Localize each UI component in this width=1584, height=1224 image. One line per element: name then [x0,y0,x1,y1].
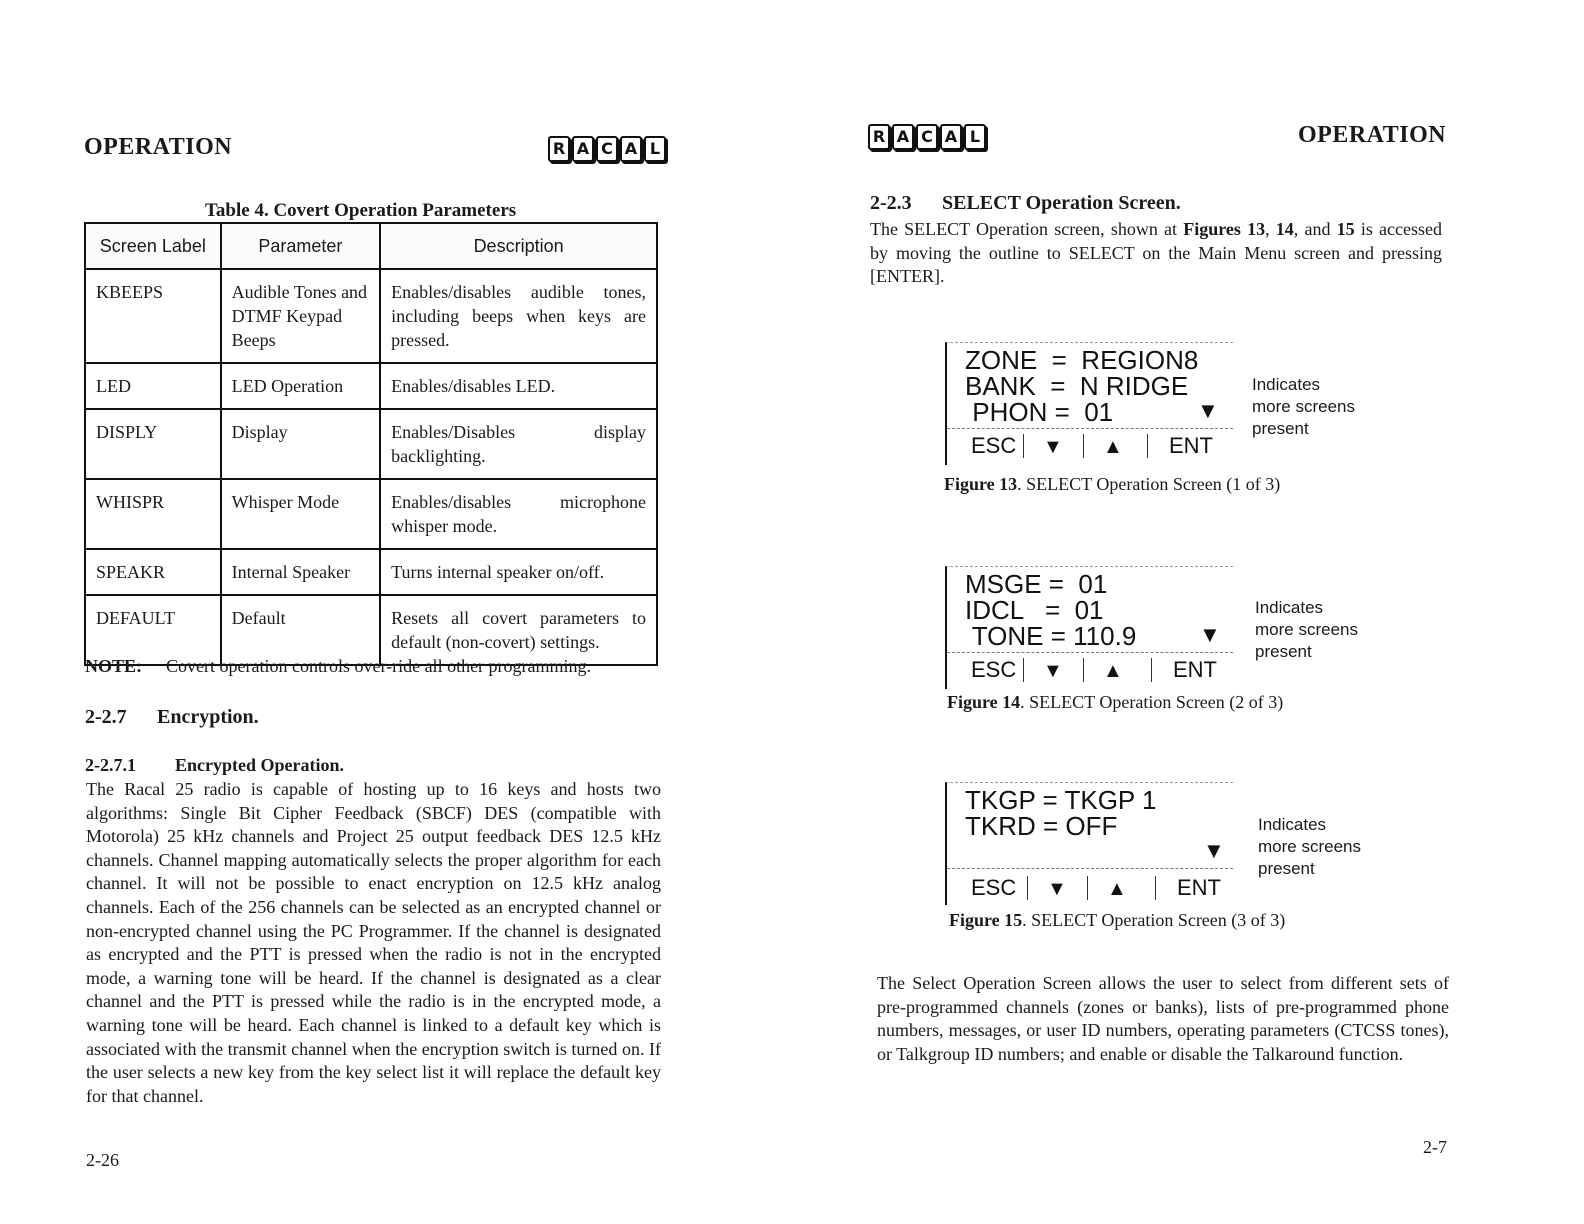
section-heading [870,192,1181,215]
parameter-cell: Internal Speaker [221,549,381,595]
esc-key: ESC [971,875,1017,900]
note-text: Covert operation controls over-ride all other programming. [166,656,592,676]
more-screens-arrow-icon: ▼ [1199,622,1221,647]
running-head: OPERATION [1298,122,1447,148]
table-row [85,363,657,409]
section-number: 2-2.3 [870,192,912,214]
column-header: Parameter [221,223,381,269]
intro-text: , and [1293,219,1337,239]
up-arrow-icon: ▲ [1103,660,1123,682]
logo-letter: L [644,136,666,162]
indicator-line: Indicates [1252,375,1321,394]
figure-label: Figure 15 [949,910,1023,930]
figure-caption-text: . SELECT Operation Screen (1 of 3) [1017,474,1281,494]
figure-ref: Figures 13 [1183,219,1266,239]
indicator-line: Indicates [1258,815,1327,834]
screen-label-cell: DEFAULT [85,595,221,665]
figure-caption [944,474,1280,495]
racal-logo [548,136,666,162]
more-screens-arrow-icon: ▼ [1197,398,1219,423]
lcd-line: ZONE = REGION8 [965,345,1199,375]
more-screens-arrow-icon: ▼ [1203,838,1225,863]
encryption-paragraph: The Racal 25 radio is capable of hosting up to 16 keys and hosts two algorithms: Single Bit Cipher Feedback (SBCF) DES (compatible with Motorola) 25 kHz channels and Project 25 output feedback DES 12.5 kHz channels. Channel mapping automatically selects the proper algorithm for each channel. It will not be possible to enact encryption on 12.5 kHz analog channels. Each of the 256 channels can be selected as an encrypted channel or non-encrypted channel using the PC Programmer. If the channel is designated as encrypted and the PTT is pressed when the radio is not in the encrypted mode, a warning tone will be heard. If the channel is designated as a clear channel and the PTT is pressed while the radio is in the encrypted mode, a warning tone will be heard. Each channel is linked to a default key which is associated with the transmit channel when the encryption switch is turned on. If the user selects a new key from the key select list it will replace the default key for that channel. [86,779,661,1106]
description-cell: Enables/disables audible tones, including beeps when keys are pressed. [380,269,657,363]
lcd-line: BANK = N RIDGE [965,371,1189,401]
note-label: NOTE: [85,656,143,676]
lcd-line: IDCL = 01 [965,595,1104,625]
subsection-number: 2-2.7.1 [85,755,136,775]
lcd-divider [947,428,1233,429]
lcd-screen-figure-13 [945,342,1233,465]
lcd-line: TKGP = TKGP 1 [965,785,1157,815]
subsection-title: Encrypted Operation. [175,755,344,775]
logo-letter: C [596,136,618,162]
parameter-cell: Default [221,595,381,665]
column-header: Screen Label [85,223,221,269]
section-title: Encryption. [157,706,259,728]
running-head: OPERATION [84,134,233,160]
select-description-paragraph: The Select Operation Screen allows the user to select from different sets of pre-programmed channels (zones or banks), lists of pre-programmed phone numbers, messages, or user ID numbers, operating parameters (CTCSS tones), or Talkgroup ID numbers; and enable or disable the Talkaround function. [877,973,1449,1064]
note [85,656,591,677]
parameter-cell: Whisper Mode [221,479,381,549]
table-row [85,479,657,549]
parameter-cell: Display [221,409,381,479]
indicator-line: present [1258,859,1315,878]
logo-letter: L [964,124,986,150]
column-header: Description [380,223,657,269]
up-arrow-icon: ▲ [1107,878,1127,900]
lcd-divider [947,652,1233,653]
description-cell: Resets all covert parameters to default (non-covert) settings. [380,595,657,665]
logo-letter: R [548,136,570,162]
logo-letter: A [572,136,594,162]
indicator-line: more screens [1255,620,1358,639]
logo-letter: A [620,136,642,162]
indicator-line: more screens [1252,397,1355,416]
description-cell: Turns internal speaker on/off. [380,549,657,595]
figure-caption [949,910,1285,931]
key-divider [1147,434,1148,458]
lcd-screen-figure-15 [945,782,1233,905]
screen-label-cell: WHISPR [85,479,221,549]
description-cell: Enables/Disables display backlighting. [380,409,657,479]
ent-key: ENT [1169,433,1213,458]
lcd-screen-figure-14 [945,566,1233,689]
subsection-heading [85,755,344,776]
figure-caption-text: . SELECT Operation Screen (3 of 3) [1022,910,1286,930]
logo-letter: R [868,124,890,150]
key-divider [1151,658,1152,682]
screen-label-cell: SPEAKR [85,549,221,595]
screen-label-cell: KBEEPS [85,269,221,363]
figure-ref: 14 [1275,219,1294,239]
description-cell: Enables/disables microphone whisper mode. [380,479,657,549]
key-divider [1155,876,1156,900]
up-arrow-icon: ▲ [1103,436,1123,458]
racal-logo [868,124,986,150]
page-number: 2-26 [86,1150,119,1170]
more-screens-indicator [1252,374,1355,440]
lcd-line: TKRD = OFF [965,811,1118,841]
section-title: SELECT Operation Screen. [942,192,1181,214]
down-arrow-icon: ▼ [1043,436,1063,458]
intro-text: , [1265,219,1276,239]
esc-key: ESC [971,433,1017,458]
intro-text: is accessed by moving the outline to SELECT on the Main Menu screen and pressing [ENTER]. [870,219,1443,287]
down-arrow-icon: ▼ [1047,878,1067,900]
table-row [85,269,657,363]
table-row [85,409,657,479]
covert-parameters-table [84,222,658,666]
more-screens-indicator [1255,597,1358,663]
indicator-line: present [1255,642,1312,661]
down-arrow-icon: ▼ [1043,660,1063,682]
key-divider [1083,434,1084,458]
key-divider [1023,658,1024,682]
logo-letter: C [916,124,938,150]
description-cell: Enables/disables LED. [380,363,657,409]
figure-label: Figure 14 [947,692,1021,712]
table-row [85,595,657,665]
more-screens-indicator [1258,814,1361,880]
figure-caption-text: . SELECT Operation Screen (2 of 3) [1020,692,1284,712]
table-row [85,549,657,595]
lcd-line: PHON = 01 [965,397,1114,427]
ent-key: ENT [1177,875,1221,900]
table-header-row [85,223,657,269]
lcd-line: TONE = 110.9 [965,621,1137,651]
lcd-divider [947,868,1233,869]
key-divider [1083,658,1084,682]
select-intro-paragraph [870,218,1442,289]
indicator-line: Indicates [1255,598,1324,617]
parameter-cell: LED Operation [221,363,381,409]
logo-letter: A [892,124,914,150]
intro-text: The SELECT Operation screen, shown at [870,219,1184,239]
figure-caption [947,692,1283,713]
indicator-line: more screens [1258,837,1361,856]
logo-letter: A [940,124,962,150]
figure-ref: 15 [1336,219,1355,239]
key-divider [1023,434,1024,458]
parameter-cell: Audible Tones and DTMF Keypad Beeps [221,269,381,363]
key-divider [1027,876,1028,900]
ent-key: ENT [1173,657,1217,682]
esc-key: ESC [971,657,1017,682]
section-number: 2-2.7 [85,706,127,728]
indicator-line: present [1252,419,1309,438]
section-heading [85,706,259,729]
page-number: 2-7 [1423,1137,1447,1157]
lcd-line: MSGE = 01 [965,569,1108,599]
figure-label: Figure 13 [944,474,1018,494]
screen-label-cell: LED [85,363,221,409]
key-divider [1087,876,1088,900]
screen-label-cell: DISPLY [85,409,221,479]
table-caption: Table 4. Covert Operation Parameters [205,200,517,221]
left-page [0,0,790,1224]
